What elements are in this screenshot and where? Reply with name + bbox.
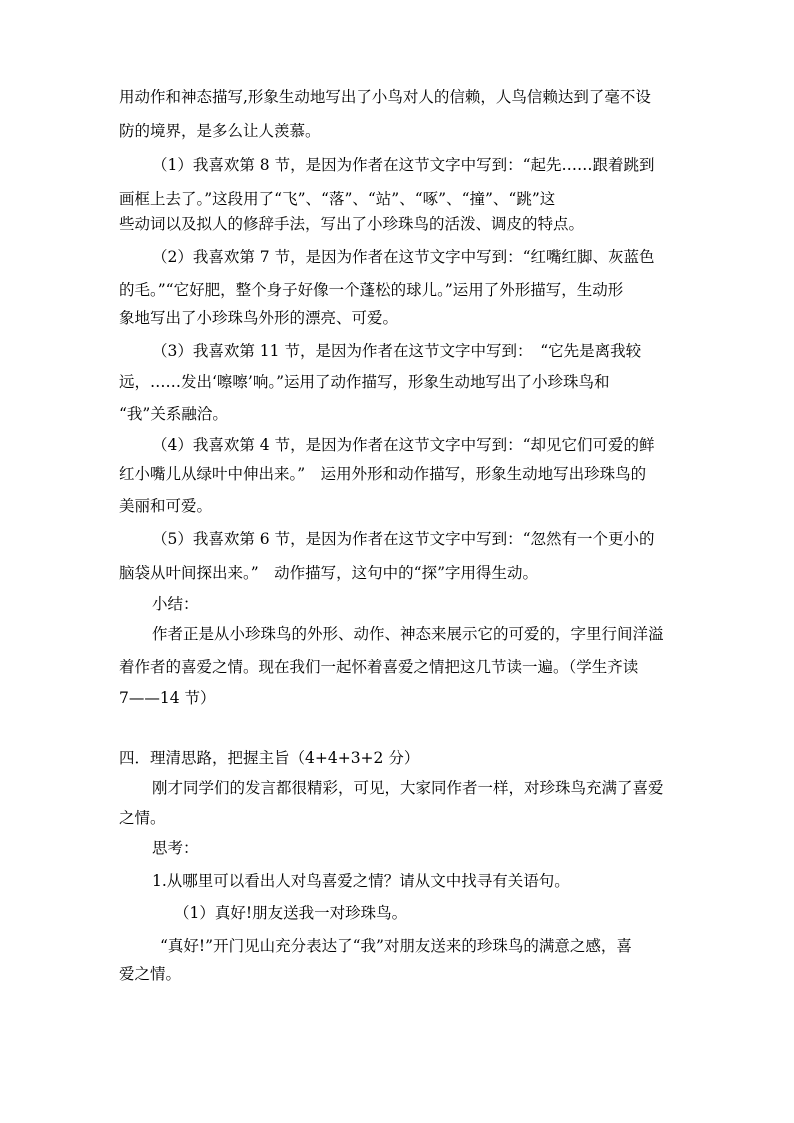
paragraph-line: 远，……发出‘嚓嚓’响。”运用了动作描写，形象生动地写出了小珍珠鸟和 <box>119 373 610 391</box>
paragraph-line: 之情。 <box>119 809 166 827</box>
paragraph-line: （4）我喜欢第 4 节，是因为作者在这节文字中写到：“却见它们可爱的鲜 <box>152 436 655 454</box>
question-line: 1.从哪里可以看出人对鸟喜爱之情？请从文中找寻有关语句。 <box>152 872 570 890</box>
paragraph-line: 刚才同学们的发言都很精彩，可见，大家同作者一样，对珍珠鸟充满了喜爱 <box>152 779 664 797</box>
paragraph-line: （5）我喜欢第 6 节，是因为作者在这节文字中写到：“忽然有一个更小的 <box>152 530 655 548</box>
paragraph-line: “真好!”开门见山充分表达了“我”对朋友送来的珍珠鸟的满意之感，喜 <box>160 937 632 955</box>
paragraph-line: 的毛。”“它好肥，整个身子好像一个蓬松的球儿。”运用了外形描写，生动形 <box>119 281 624 299</box>
paragraph-line: 脑袋从叶间探出来。” 动作描写，这句中的“探”字用得生动。 <box>119 564 539 582</box>
paragraph-line: 用动作和神态描写,形象生动地写出了小鸟对人的信赖，人鸟信赖达到了毫不设 <box>119 88 651 106</box>
answer-line: （1）真好!朋友送我一对珍珠鸟。 <box>174 904 408 922</box>
paragraph-line: 着作者的喜爱之情。现在我们一起怀着喜爱之情把这几节读一遍。（学生齐读 <box>119 658 639 676</box>
paragraph-line: 象地写出了小珍珠鸟外形的漂亮、可爱。 <box>119 309 399 327</box>
think-heading: 思考： <box>152 839 199 857</box>
paragraph-line: 画框上去了。”这段用了“飞”、“落”、“站”、“啄”、“撞”、“跳”这 <box>119 190 556 208</box>
paragraph-line: 防的境界，是多么让人羡慕。 <box>119 122 321 140</box>
paragraph-line: 红小嘴儿从绿叶中伸出来。” 运用外形和动作描写，形象生动地写出珍珠鸟的 <box>119 465 647 483</box>
paragraph-line: “我”关系融洽。 <box>119 405 228 423</box>
paragraph-line: 些动词以及拟人的修辞手法，写出了小珍珠鸟的活泼、调皮的特点。 <box>119 215 585 233</box>
paragraph-line: 作者正是从小珍珠鸟的外形、动作、神态来展示它的可爱的，字里行间洋溢 <box>152 625 664 643</box>
summary-heading: 小结： <box>152 595 199 613</box>
paragraph-line: （2）我喜欢第 7 节，是因为作者在这节文字中写到：“红嘴红脚、灰蓝色 <box>152 248 655 266</box>
section-heading: 四．理清思路，把握主旨（4+4+3+2 分） <box>119 749 420 767</box>
paragraph-line: 7——14 节） <box>119 689 216 707</box>
paragraph-line: （3）我喜欢第 11 节，是因为作者在这节文字中写到： “它先是离我较 <box>152 342 642 360</box>
paragraph-line: （1）我喜欢第 8 节，是因为作者在这节文字中写到：“起先……跟着跳到 <box>152 156 655 174</box>
paragraph-line: 美丽和可爱。 <box>119 497 213 515</box>
paragraph-line: 爱之情。 <box>119 965 182 983</box>
